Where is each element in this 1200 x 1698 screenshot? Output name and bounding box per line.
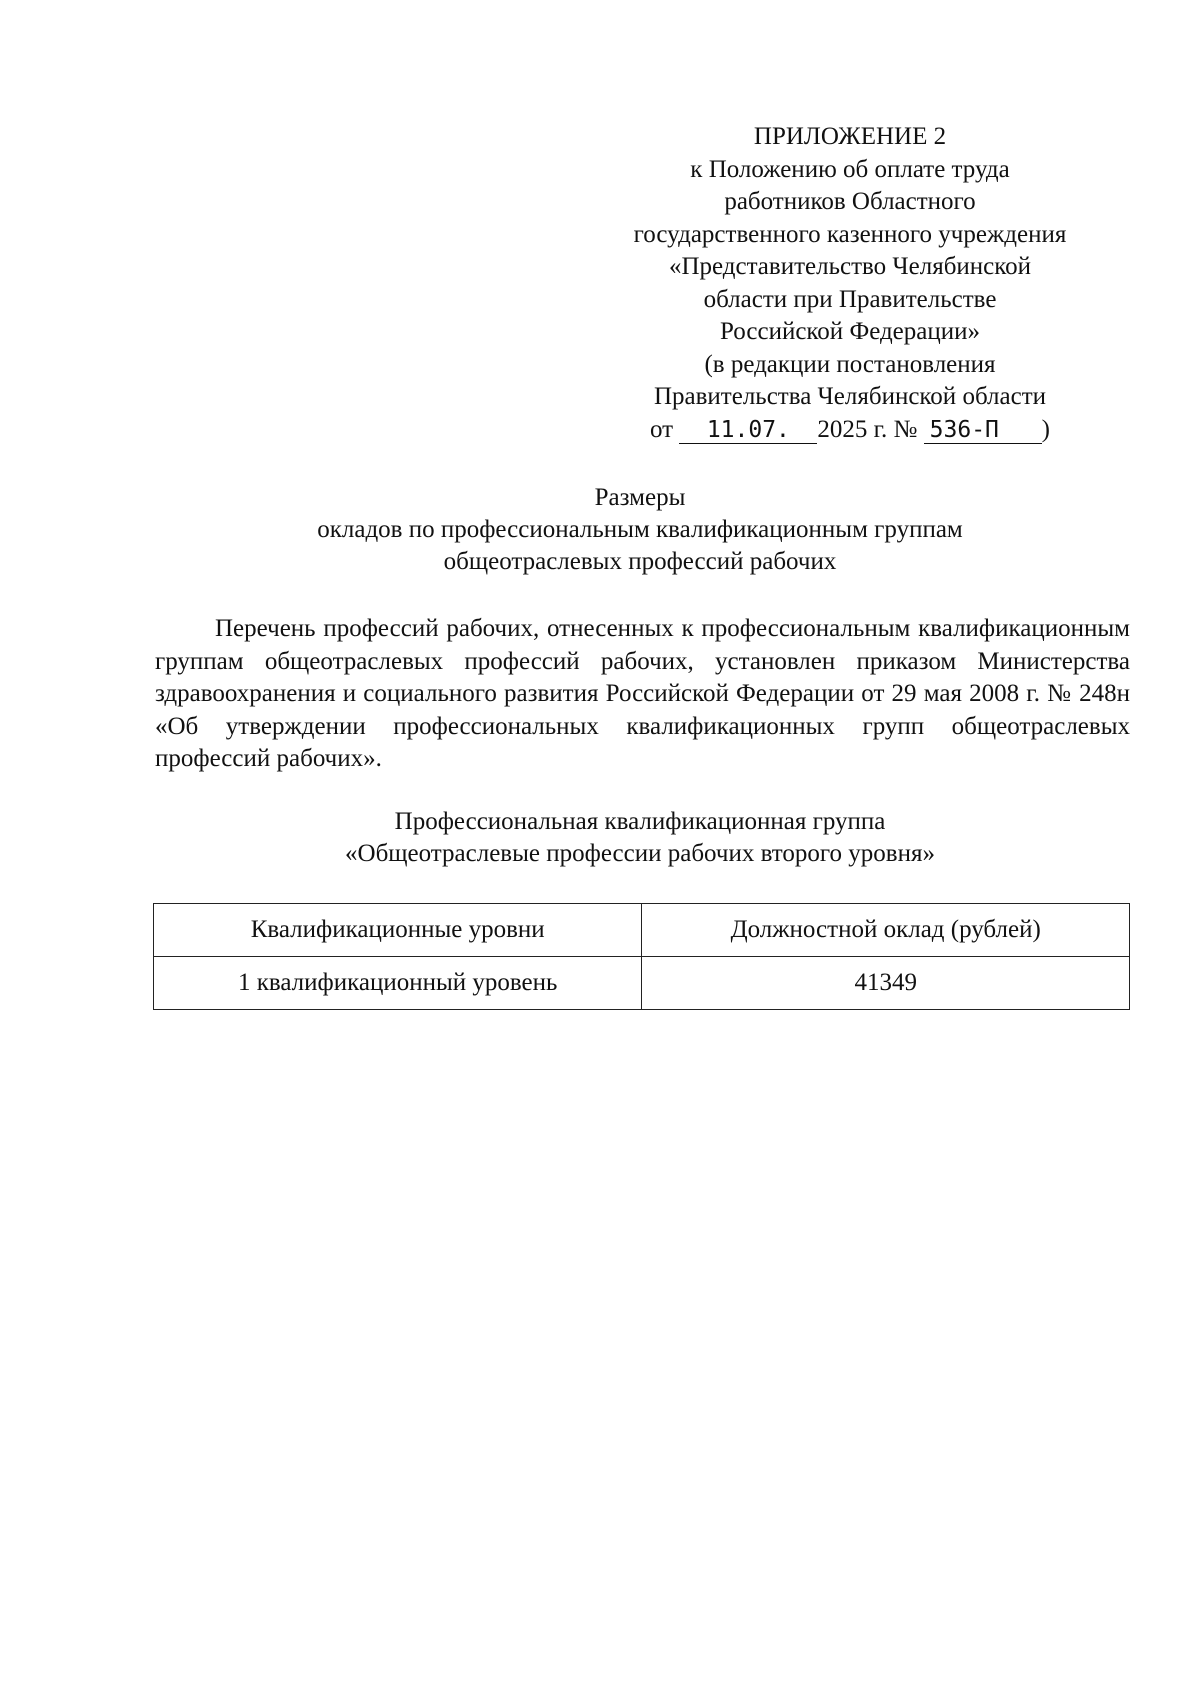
group-title: [150, 806, 1130, 870]
group-title-line: «Общеотраслевые профессии рабочих второго уровня»: [345, 840, 935, 867]
table-row: [154, 957, 1130, 1010]
annex-line: государственного казенного учреждения: [633, 220, 1067, 248]
document-title: [150, 482, 1130, 578]
annex-line: Российской Федерации»: [719, 318, 981, 345]
annex-line: работников Областного: [724, 188, 976, 215]
title-line: окладов по профессиональным квалификационным группам: [317, 516, 963, 543]
table-header-cell: Квалификационные уровни: [154, 904, 642, 957]
annex-header: [590, 121, 1110, 446]
intro-paragraph: Перечень профессий рабочих, отнесенных к профессиональным квалификационным группам общеотраслевых профессий рабочих, установлен приказом Министерства здравоохранения и социального развития Российской Федерации от 29 мая 2008 г. № 248н «Об утверждении профессиональных квалификационных групп общеотраслевых профессий рабочих».: [155, 615, 1130, 772]
annex-line: «Представительство Челябинской: [668, 253, 1032, 280]
annex-line: Правительства Челябинской области: [653, 383, 1047, 410]
resolution-number: 536-П: [924, 417, 1042, 444]
date-year-text: 2025 г. №: [817, 415, 918, 443]
annex-heading: ПРИЛОЖЕНИЕ 2: [753, 123, 947, 150]
table-header-cell: Должностной оклад (рублей): [642, 904, 1130, 957]
title-line: Размеры: [594, 484, 686, 511]
annex-line: к Положению об оплате труда: [690, 155, 1010, 183]
annex-date-line: [590, 414, 1110, 447]
annex-line: области при Правительстве: [703, 285, 997, 313]
date-suffix: ): [1041, 415, 1050, 443]
date-prefix: от: [650, 415, 674, 443]
resolution-date: 11.07.: [679, 417, 817, 444]
salary-table: [153, 903, 1130, 1010]
table-cell-level: 1 квалификационный уровень: [154, 957, 642, 1010]
annex-line: (в редакции постановления: [704, 350, 996, 378]
table-cell-salary: 41349: [642, 957, 1130, 1010]
table-header-row: [154, 904, 1130, 957]
group-title-line: Профессиональная квалификационная группа: [394, 808, 886, 835]
title-line: общеотраслевых профессий рабочих: [443, 548, 837, 575]
